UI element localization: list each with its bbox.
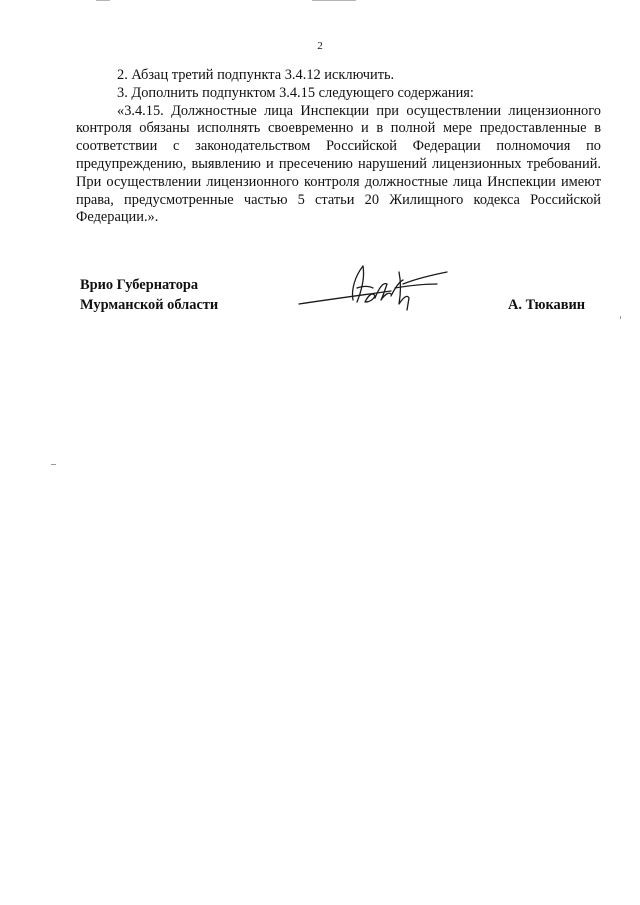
paragraph-item-2: 2. Абзац третий подпункта 3.4.12 исключить. (117, 67, 395, 83)
document-body (76, 67, 601, 227)
paragraph-item-3: 3. Дополнить подпунктом 3.4.15 следующего содержания: (117, 84, 474, 101)
signatory-title (80, 275, 218, 315)
signatory-title-line2: Мурманской области (80, 297, 219, 313)
scan-artifact-mark (51, 464, 56, 465)
scan-edge-mark (96, 0, 110, 1)
scan-artifact-mark (620, 316, 621, 319)
signatory-title-line1: Врио Губернатора (80, 277, 199, 293)
handwritten-signature (295, 258, 455, 320)
paragraph-subitem-3-4-15: «3.4.15. Должностные лица Инспекции при осуществлении лицензионного контроля обязаны исполнять своевременно и в полной мере предоставленные в соответствии с законодательством Российской Федерации полномочия по предупреждению, выявлению и пресечению нарушений лицензионных требований. При осуществлении лицензионного контроля должностные лица Инспекции имеют права, предусмотренные частью 5 статьи 20 Жилищного кодекса Российской Федерации.». (76, 102, 601, 226)
scan-edge-mark (312, 0, 356, 1)
page-number: 2 (317, 40, 323, 52)
signatory-name: А. Тюкавин (508, 297, 586, 313)
